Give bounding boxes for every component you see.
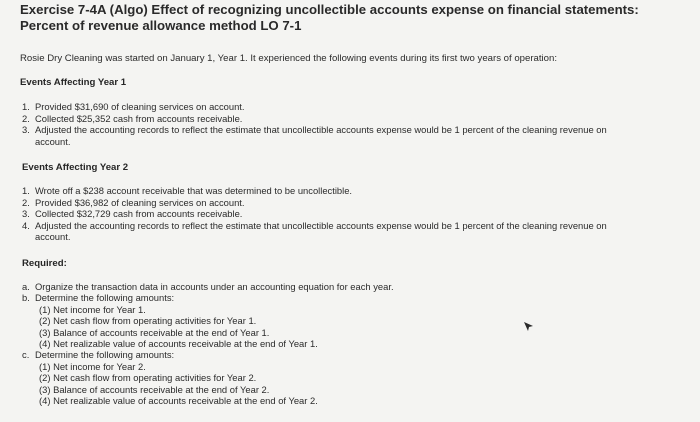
- list-item: (4) Net realizable value of accounts receivable at the end of Year 1.: [39, 338, 318, 350]
- list-item: (1) Net income for Year 2.: [39, 360, 146, 372]
- list-item: 4. Adjusted the accounting records to reflect the estimate that uncollectible accounts expense would be 1 percent of the cleaning revenue on account.: [22, 219, 607, 242]
- list-item: (2) Net cash flow from operating activities for Year 2.: [39, 372, 257, 384]
- list-item: (3) Balance of accounts receivable at the end of Year 1.: [39, 326, 270, 338]
- list-item: (1) Net income for Year 1.: [39, 303, 146, 315]
- required-b-sublist: [35, 304, 662, 350]
- list-item: (2) Net cash flow from operating activities for Year 1.: [39, 315, 257, 327]
- required-heading: Required:: [22, 258, 67, 269]
- list-item: 1. Provided $31,690 of cleaning services on account.: [22, 101, 245, 112]
- list-item: (3) Balance of accounts receivable at the end of Year 2.: [39, 383, 270, 395]
- list-item: 3. Adjusted the accounting records to reflect the estimate that uncollectible accounts expense would be 1 percent of the cleaning revenue on account.: [22, 124, 607, 147]
- mouse-cursor-icon: [523, 321, 535, 333]
- required-list: [22, 281, 662, 406]
- list-item: (4) Net realizable value of accounts receivable at the end of Year 2.: [39, 395, 318, 407]
- required-item-b: b. Determine the following amounts: (1) Net income for Year 1. (2) Net cash flow from operating activities for Year 1. (3) Balance of accounts receivable at the end of Year 1. (4) Net realizable value of accounts receivable at the end of Year 1.: [22, 292, 662, 349]
- list-item: 3. Collected $32,729 cash from accounts receivable.: [22, 208, 243, 219]
- list-item: 2. Provided $36,982 of cleaning services on account.: [22, 196, 245, 208]
- year1-heading: Events Affecting Year 1: [20, 77, 127, 88]
- list-item: 2. Collected $25,352 cash from accounts receivable.: [22, 112, 243, 124]
- required-item-a: a. Organize the transaction data in accounts under an accounting equation for each year.: [22, 281, 394, 292]
- list-item: 1. Wrote off a $238 account receivable that was determined to be uncollectible.: [22, 185, 353, 196]
- exercise-title: Exercise 7-4A (Algo) Effect of recognizing uncollectible accounts expense on financial statements: Percent of revenue allowance method LO 7-1: [20, 2, 639, 33]
- year2-event-list: [22, 185, 634, 243]
- required-c-sublist: [35, 361, 662, 407]
- intro-text: Rosie Dry Cleaning was started on January 1, Year 1. It experienced the following events during its first two years of operation:: [20, 53, 558, 64]
- required-item-c: c. Determine the following amounts: (1) Net income for Year 2. (2) Net cash flow from operating activities for Year 2. (3) Balance of accounts receivable at the end of Year 2. (4) Net realizable value of accounts receivable at the end of Year 2.: [22, 349, 662, 406]
- year1-event-list: [22, 101, 642, 147]
- year2-heading: Events Affecting Year 2: [22, 162, 129, 173]
